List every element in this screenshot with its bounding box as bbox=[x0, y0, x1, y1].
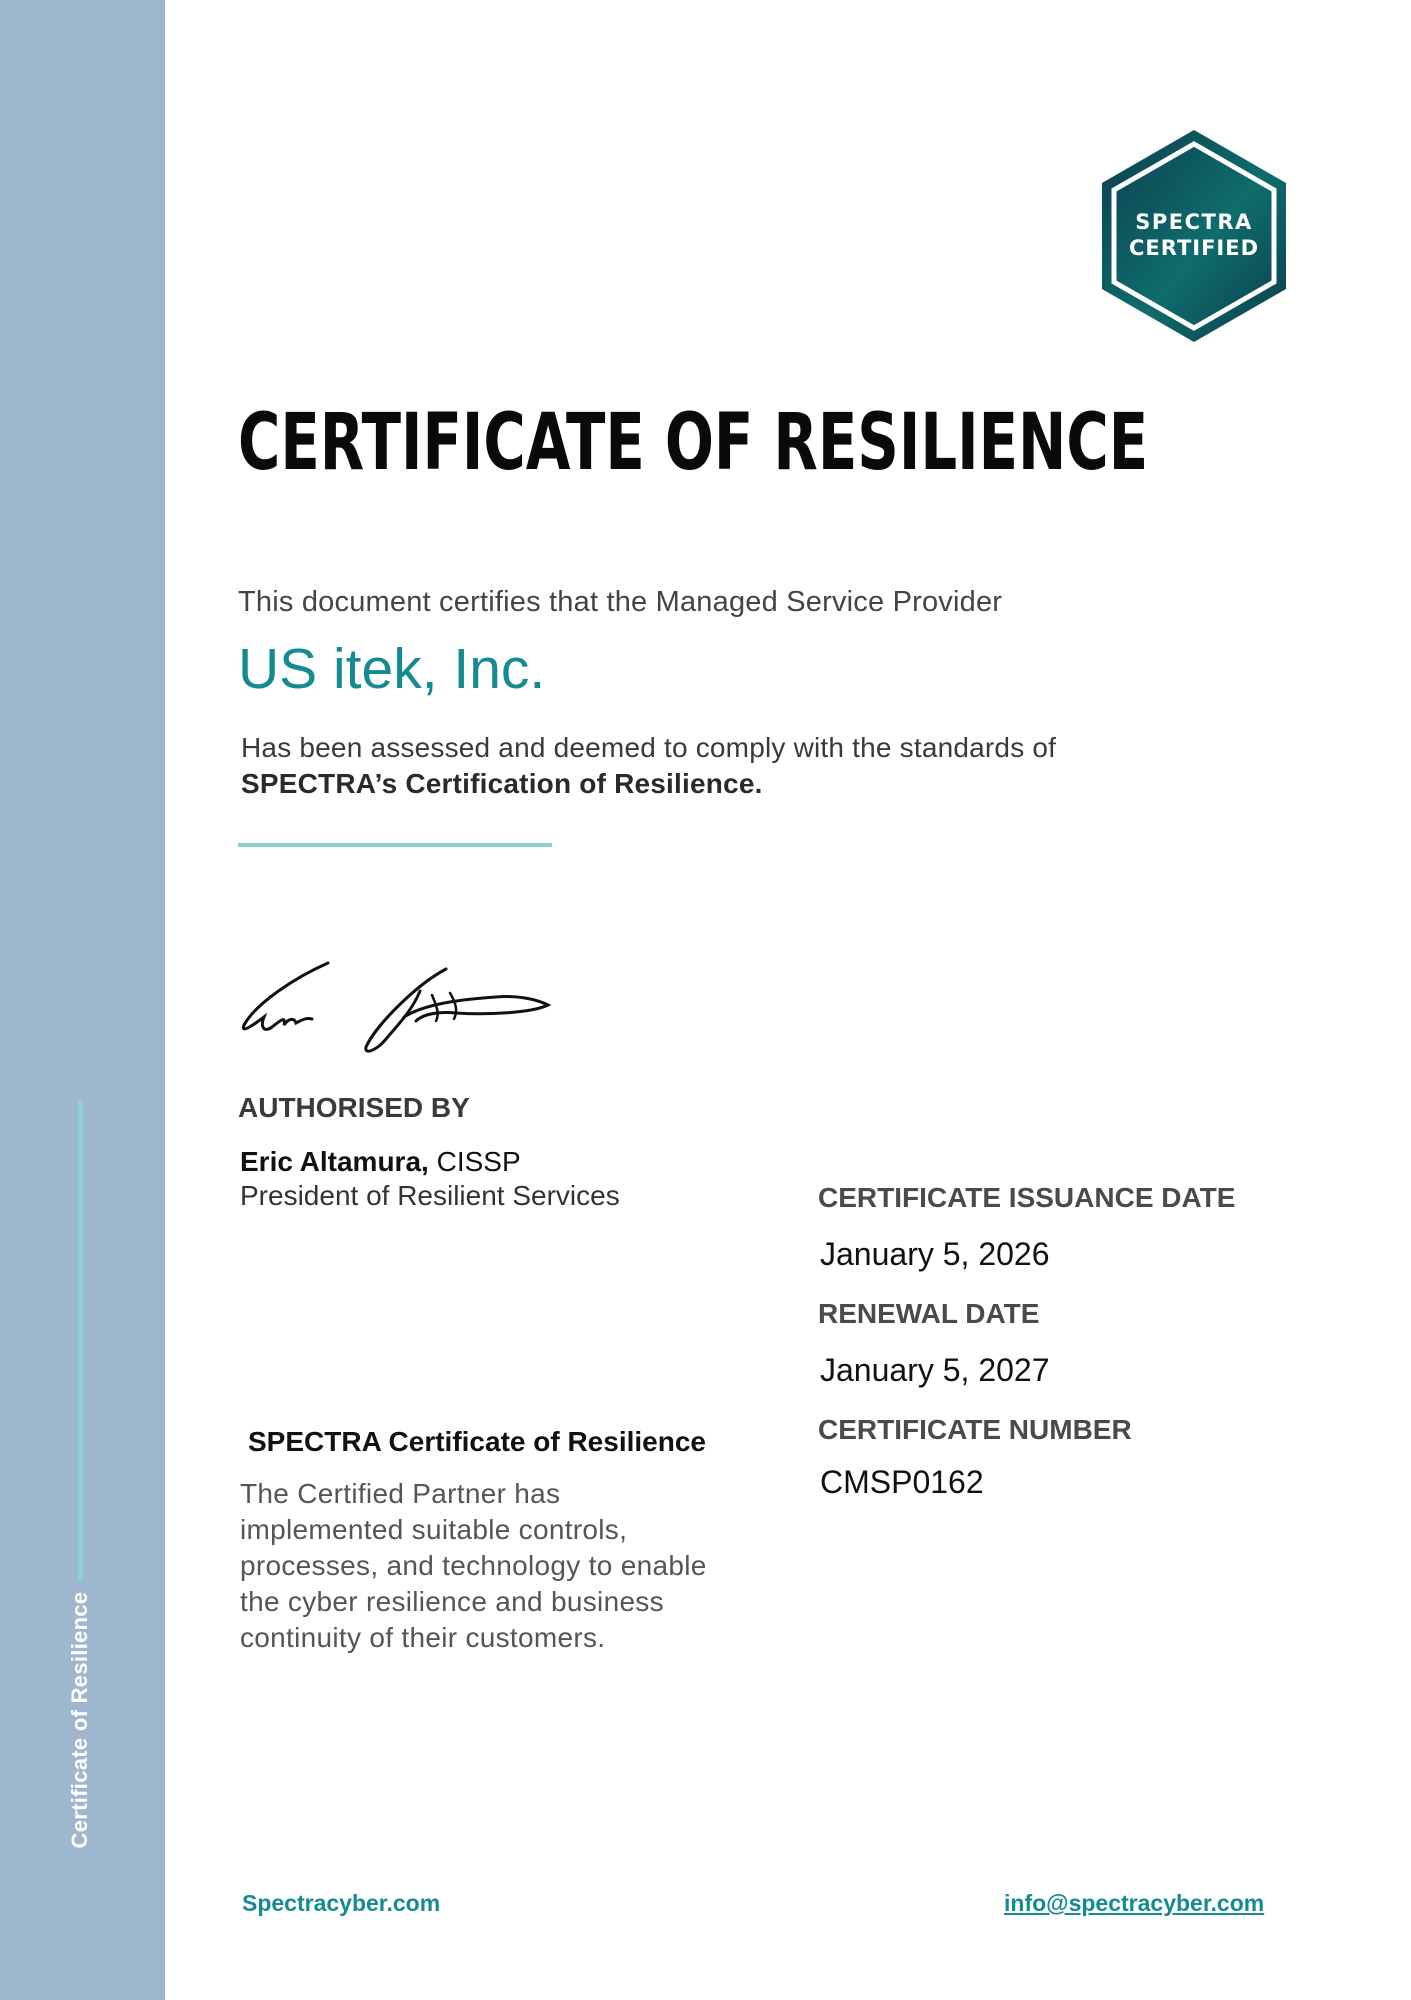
sidebar bbox=[0, 0, 165, 2000]
signer-role: President of Resilient Services bbox=[240, 1180, 620, 1211]
signer-credential: CISSP bbox=[428, 1146, 521, 1177]
certificate-number-value: CMSP0162 bbox=[820, 1464, 984, 1500]
signature-icon bbox=[236, 955, 556, 1065]
email-link[interactable]: info@spectracyber.com bbox=[1004, 1890, 1265, 1916]
badge-line1: SPECTRA bbox=[1135, 210, 1253, 234]
signer-name-line bbox=[240, 1145, 521, 1179]
compliance-line1: Has been assessed and deemed to comply with the standards of bbox=[241, 732, 1057, 763]
signer-name: Eric Altamura, bbox=[240, 1146, 429, 1177]
website-link[interactable]: Spectracyber.com bbox=[242, 1890, 441, 1916]
issuance-date-value: January 5, 2026 bbox=[820, 1236, 1050, 1272]
sidebar-accent-line bbox=[78, 1100, 83, 1580]
renewal-date-value: January 5, 2027 bbox=[820, 1352, 1050, 1388]
about-text: The Certified Partner has implemented suitable controls, processes, and technology to enable the cyber resilience and business continuity of their customers. bbox=[240, 1478, 707, 1653]
company-name: US itek, Inc. bbox=[238, 637, 546, 701]
renewal-date-label: RENEWAL DATE bbox=[818, 1298, 1040, 1329]
badge-line2: CERTIFIED bbox=[1128, 236, 1260, 260]
compliance-statement bbox=[241, 730, 1056, 802]
signature bbox=[236, 955, 556, 1065]
sidebar-label: Certificate of Resilience bbox=[67, 1591, 92, 1849]
about-title: SPECTRA Certificate of Resilience bbox=[248, 1426, 706, 1457]
page-title: CERTIFICATE OF RESILIENCE bbox=[238, 398, 1149, 488]
certificate-number-label: CERTIFICATE NUMBER bbox=[818, 1414, 1132, 1445]
compliance-line2: SPECTRA’s Certification of Resilience. bbox=[241, 768, 763, 799]
divider bbox=[238, 843, 552, 847]
badge-hexagon-icon bbox=[1098, 128, 1290, 344]
authorised-by-label: AUTHORISED BY bbox=[238, 1092, 470, 1123]
issuance-date-label: CERTIFICATE ISSUANCE DATE bbox=[818, 1182, 1236, 1213]
spectra-certified-badge bbox=[1098, 128, 1290, 344]
intro-text: This document certifies that the Managed Service Provider bbox=[238, 586, 1003, 618]
